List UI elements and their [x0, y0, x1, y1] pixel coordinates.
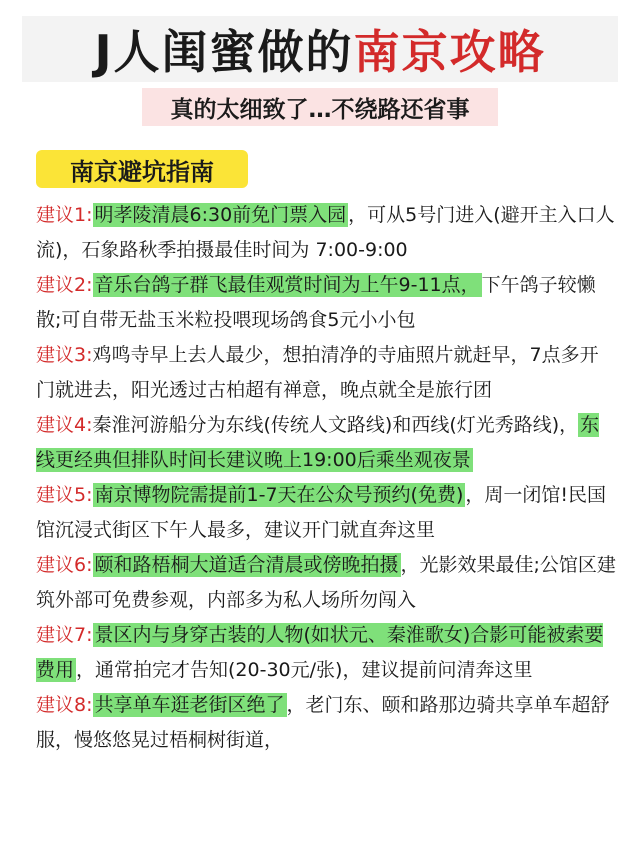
section-title	[36, 150, 248, 188]
tip-label: 建议8:	[36, 694, 93, 716]
tip-item	[36, 618, 616, 688]
tip-text: ，老门东、颐和路那边骑共享单车超舒服，慢悠悠晃过梧桐树街道，	[36, 694, 610, 751]
tip-item	[36, 198, 616, 268]
tip-text: ，周一闭馆!民国馆沉浸式街区下午人最多，建议开门就直奔这里	[36, 484, 606, 541]
tip-highlight: 南京博物院需提前1-7天在公众号预约(免费)	[94, 484, 464, 506]
tip-highlight: 音乐台鸽子群飞最佳观赏时间为上午9-11点，	[94, 274, 480, 296]
tip-highlight: 景区内与身穿古装的人物(如状元、秦淮歌女)合影可能被索要费用	[36, 624, 604, 681]
tip-label: 建议6:	[36, 554, 93, 576]
tip-item	[36, 408, 616, 478]
title-highlight: 南京攻略	[353, 25, 546, 79]
tip-item	[36, 688, 616, 758]
subtitle-text: 真的太细致了…不绕路还省事	[170, 96, 470, 123]
tip-label: 建议7:	[36, 624, 93, 646]
tip-item	[36, 338, 616, 408]
tip-label: 建议3:	[36, 344, 93, 366]
tip-text: ，光影效果最佳;公馆区建筑外部可免费参观，内部多为私人场所勿闯入	[36, 554, 616, 611]
tips-list	[36, 198, 616, 758]
tip-highlight: 明孝陵清晨6:30前免门票入园	[94, 204, 347, 226]
section-title-text: 南京避坑指南	[70, 157, 214, 186]
title-prefix: J人闺蜜做的	[94, 25, 354, 79]
tip-label: 建议5:	[36, 484, 93, 506]
page-title	[22, 16, 618, 82]
tip-label: 建议2:	[36, 274, 93, 296]
tip-item	[36, 548, 616, 618]
tip-text: 鸡鸣寺早上去人最少，想拍清净的寺庙照片就赶早，7点多开门就进去，阳光透过古柏超有禅意，晚点就全是旅行团	[36, 344, 599, 401]
tip-label: 建议1:	[36, 204, 93, 226]
subtitle	[142, 88, 498, 126]
tip-text: ，可从5号门进入(避开主入口人流)，石象路秋季拍摄最佳时间为 7:00-9:00	[36, 204, 615, 261]
tip-highlight: 颐和路梧桐大道适合清晨或傍晚拍摄	[94, 554, 399, 576]
tip-highlight: 东线更经典但排队时间长建议晚上19:00后乘坐观夜景	[36, 414, 600, 471]
tip-item	[36, 478, 616, 548]
tip-text: ，通常拍完才告知(20-30元/张)，建议提前问清奔这里	[76, 659, 533, 681]
tip-item	[36, 268, 616, 338]
tip-label: 建议4:	[36, 414, 93, 436]
tip-text: 秦淮河游船分为东线(传统人文路线)和西线(灯光秀路线)，	[92, 414, 579, 436]
tip-highlight: 共享单车逛老街区绝了	[94, 694, 285, 716]
tip-text: 下午鸽子较懒散;可自带无盐玉米粒投喂现场鸽食5元小小包	[36, 274, 596, 331]
